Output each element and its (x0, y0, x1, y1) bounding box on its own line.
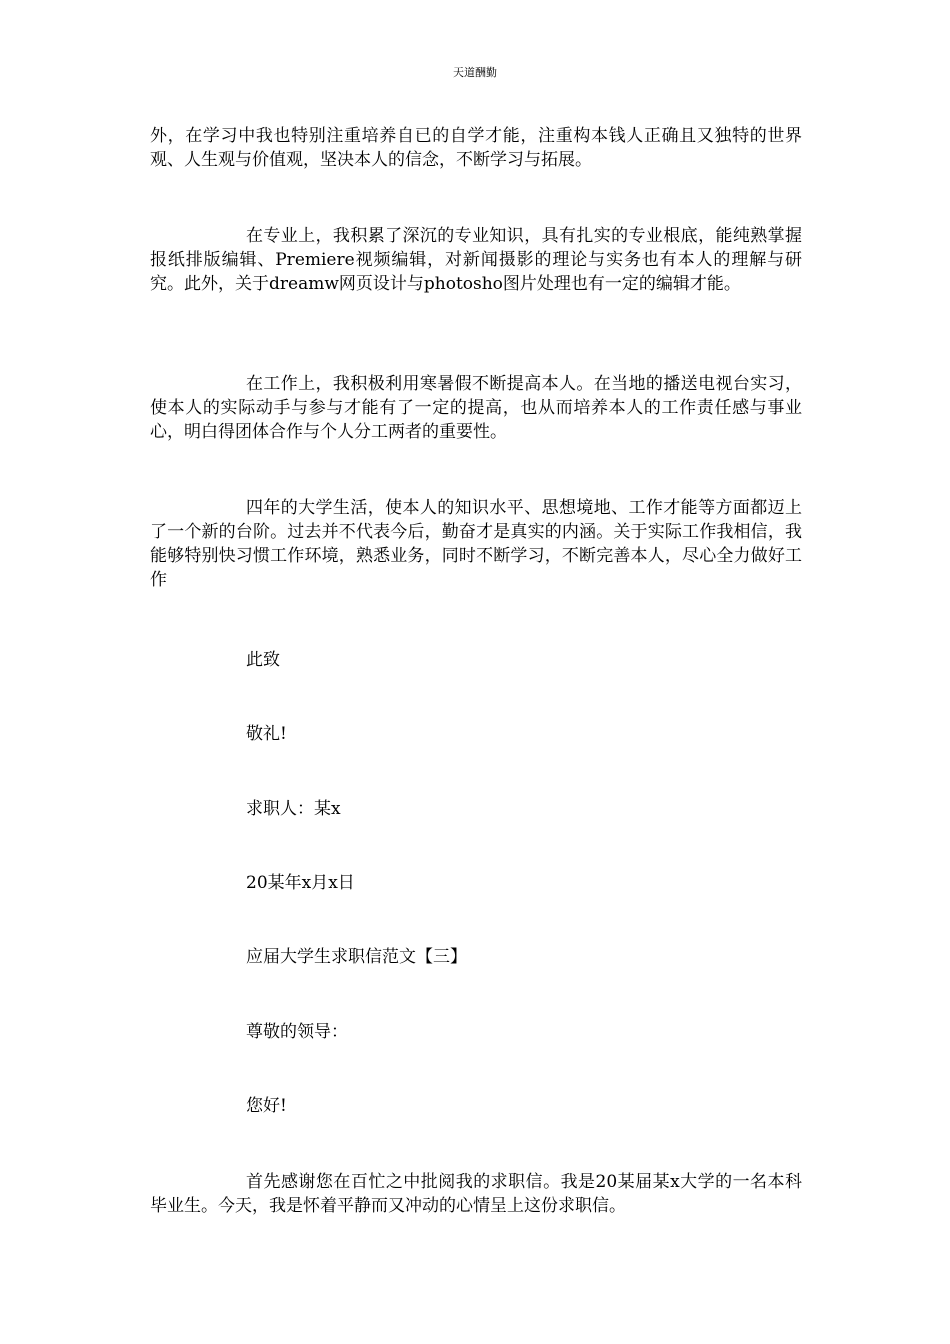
letter-hello: 您好! (246, 1096, 287, 1116)
closing-respect: 敬礼! (246, 724, 287, 744)
page-header: 天道酬勤 (453, 66, 497, 79)
applicant-name: 求职人：某x (246, 799, 341, 819)
paragraph: 首先感谢您在百忙之中批阅我的求职信。我是20某届某x大学的一名本科毕业生。今天，我是怀着平静而又冲动的心情呈上这份求职信。 (150, 1172, 802, 1216)
closing-salutation: 此致 (246, 650, 280, 670)
letter-greeting: 尊敬的领导： (246, 1022, 348, 1042)
paragraph-university (150, 496, 802, 592)
paragraph: 外，在学习中我也特别注重培养自已的自学才能，注重构本钱人正确且又独特的世界观、人生观与价值观，坚决本人的信念，不断学习与拓展。 (150, 126, 802, 170)
paragraph-professional (150, 224, 802, 296)
paragraph: 四年的大学生活，使本人的知识水平、思想境地、工作才能等方面都迈上了一个新的台阶。过去并不代表今后，勤奋才是真实的内涵。关于实际工作我相信，我能够特别快习惯工作环境，熟悉业务，同时不断学习，不断完善本人，尽心全力做好工作 (150, 498, 802, 590)
paragraph: 在工作上，我积极利用寒暑假不断提高本人。在当地的播送电视台实习，使本人的实际动手与参与才能有了一定的提高，也从而培养本人的工作责任感与事业心，明白得团体合作与个人分工两者的重要性。 (150, 374, 802, 442)
section-title: 应届大学生求职信范文【三】 (246, 947, 467, 967)
letter-date: 20某年x月x日 (246, 873, 355, 893)
paragraph: 在专业上，我积累了深沉的专业知识，具有扎实的专业根底，能纯熟掌握报纸排版编辑、Premiere视频编辑，对新闻摄影的理论与实务也有本人的理解与研究。此外，关于dreamw网页设计与photosho图片处理也有一定的编辑才能。 (150, 226, 802, 294)
paragraph-continuation (150, 124, 802, 172)
paragraph-opening (150, 1170, 802, 1218)
paragraph-work (150, 372, 802, 444)
